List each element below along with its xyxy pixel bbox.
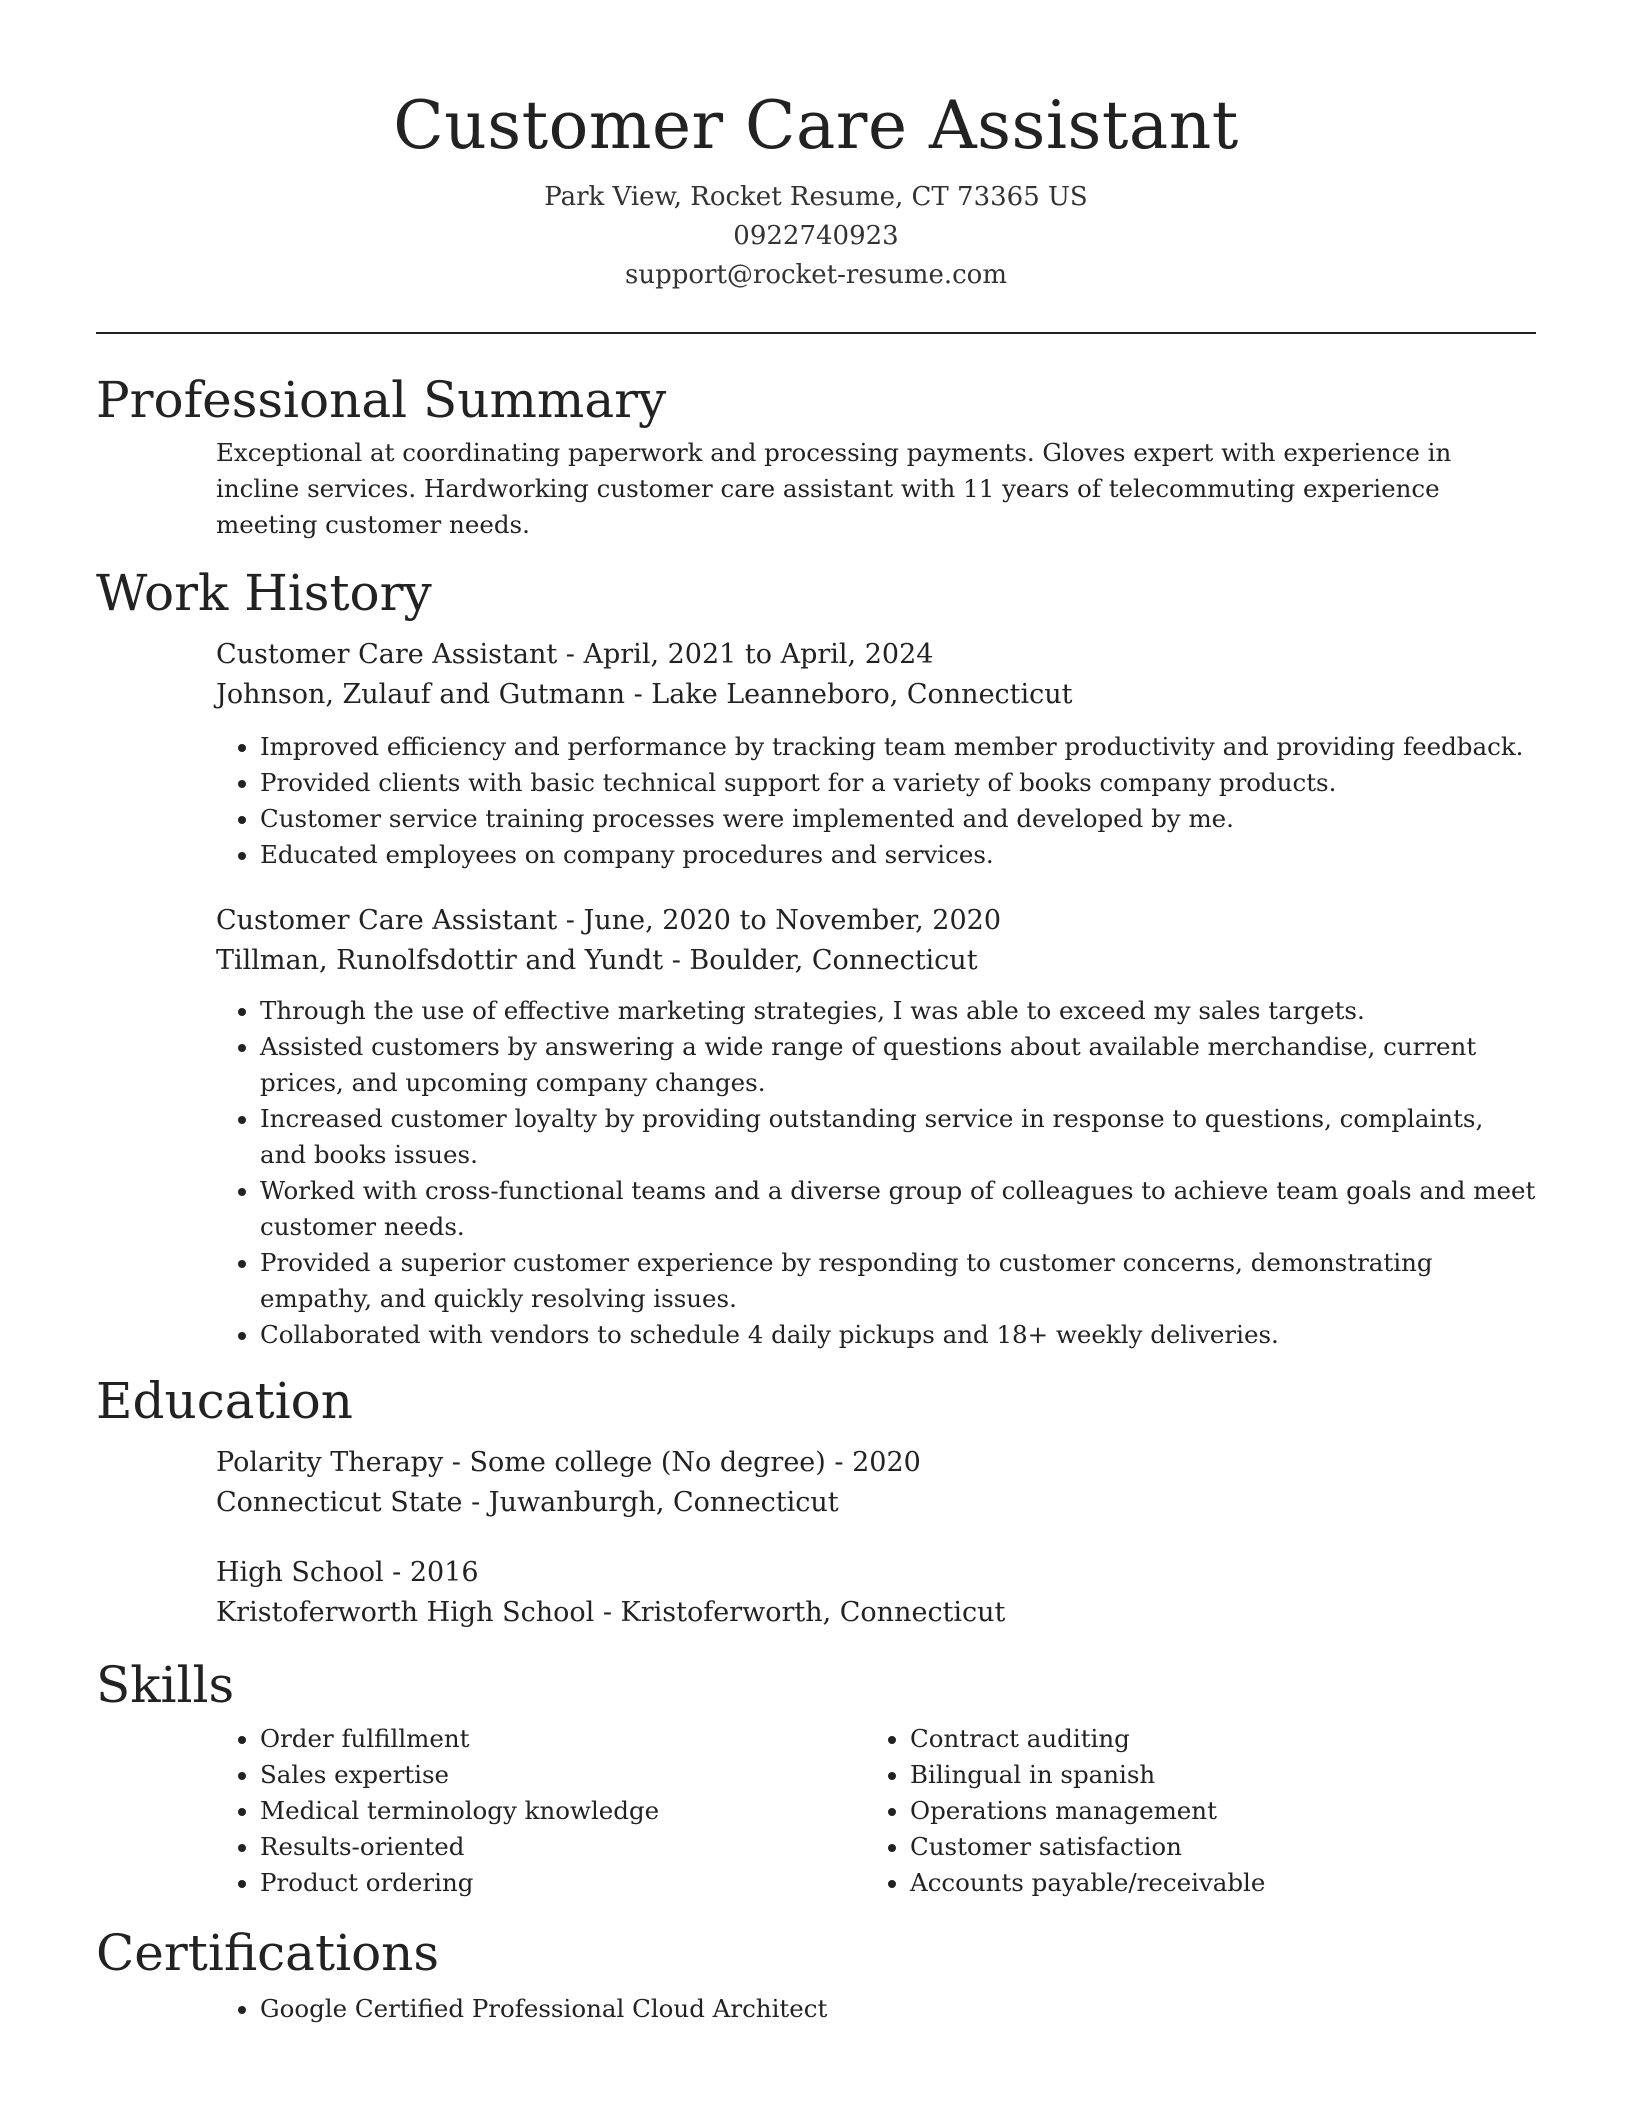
summary-heading: Professional Summary [96,371,667,429]
job-bullet: • Increased customer loyalty by providing outstanding service in response to questions, complaints, and books issues. [260,1101,1536,1173]
work-history-section [96,563,1536,1353]
job-role: Customer Care Assistant [216,905,558,936]
job-company: Johnson, Zulauf and Gutmann [216,679,626,710]
education-location: - Kristoferworth, Connecticut [594,1597,1006,1628]
job-bullet: • Through the use of effective marketing strategies, I was able to exceed my sales targets. [260,993,1536,1029]
job-entry [96,635,1536,873]
education-entry [96,1443,1536,1523]
resume-page [96,0,1536,2027]
skill-item: • Customer satisfaction [910,1829,1516,1865]
education-section [96,1371,1536,1633]
education-entry [96,1553,1536,1633]
summary-section [96,370,1536,543]
job-title-line [216,635,1536,675]
skills-column-right [866,1721,1516,1901]
education-degree-line [216,1443,1536,1483]
job-bullet: • Improved efficiency and performance by tracking team member productivity and providing feedback. [260,729,1536,765]
skills-section [96,1655,1536,1901]
education-school-line [216,1593,1536,1633]
skill-item: • Product ordering [260,1865,866,1901]
job-bullet-list [216,729,1536,873]
phone-text: 0922740923 [733,221,899,251]
job-bullet: • Assisted customers by answering a wide range of questions about available merchandise, current prices, and upcoming company changes. [260,1029,1536,1101]
job-entry [96,901,1536,1353]
email-text: support@rocket-resume.com [624,260,1007,290]
education-year: - 2016 [383,1557,479,1588]
contact-info [96,178,1536,295]
job-bullet: • Educated employees on company procedures and services. [260,837,1536,873]
skills-columns [96,1721,1536,1901]
candidate-name: Customer Care Assistant [393,87,1239,164]
education-degree: Polarity Therapy - Some college (No degree) [216,1447,826,1478]
education-school: Connecticut State [216,1487,463,1518]
certifications-section [96,1923,1536,2027]
job-company-line [216,675,1536,715]
education-degree-line [216,1553,1536,1593]
work-history-heading: Work History [96,564,432,622]
certification-item: • Google Certified Professional Cloud Architect [260,1991,1536,2027]
skill-item: • Contract auditing [910,1721,1516,1757]
education-degree: High School [216,1557,384,1588]
job-bullet: • Collaborated with vendors to schedule 4 daily pickups and 18+ weekly deliveries. [260,1317,1536,1353]
job-bullet: • Provided clients with basic technical support for a variety of books company products. [260,765,1536,801]
certifications-list [216,1991,1536,2027]
education-year: - 2020 [825,1447,921,1478]
skills-list [216,1721,866,1901]
job-bullet: • Provided a superior customer experience by responding to customer concerns, demonstrating empathy, and quickly resolving issues. [260,1245,1536,1317]
job-bullet: • Worked with cross-functional teams and a diverse group of colleagues to achieve team goals and meet customer needs. [260,1173,1536,1245]
education-school: Kristoferworth High School [216,1597,595,1628]
skill-item: • Medical terminology knowledge [260,1793,866,1829]
header-divider [96,332,1536,334]
skill-item: • Operations management [910,1793,1516,1829]
skill-item: • Accounts payable/receivable [910,1865,1516,1901]
education-location: - Juwanburgh, Connecticut [462,1487,839,1518]
job-role: Customer Care Assistant [216,639,558,670]
job-bullet-list [216,993,1536,1353]
job-title-line [216,901,1536,941]
summary-text: Exceptional at coordinating paperwork and processing payments. Gloves expert with experience in incline services. Hardworking customer care assistant with 11 years of telecommuting experience meeting customer needs. [216,438,1452,539]
education-school-line [216,1483,1536,1523]
job-location: - Boulder, Connecticut [663,945,978,976]
job-dates: - April, 2021 to April, 2024 [557,639,934,670]
education-heading: Education [96,1372,353,1430]
skill-item: • Order fulfillment [260,1721,866,1757]
job-company: Tillman, Runolfsdottir and Yundt [216,945,664,976]
job-bullet: • Customer service training processes were implemented and developed by me. [260,801,1536,837]
skill-item: • Results-oriented [260,1829,866,1865]
certifications-heading: Certifications [96,1924,440,1982]
skill-item: • Sales expertise [260,1757,866,1793]
skills-column-left [216,1721,866,1901]
skills-heading: Skills [96,1656,235,1714]
address-text: Park View, Rocket Resume, CT 73365 US [544,182,1088,212]
job-company-line [216,941,1536,981]
job-dates: - June, 2020 to November, 2020 [557,905,1002,936]
resume-header [96,0,1536,295]
skills-list [866,1721,1516,1901]
job-location: - Lake Leanneboro, Connecticut [625,679,1073,710]
skill-item: • Bilingual in spanish [910,1757,1516,1793]
